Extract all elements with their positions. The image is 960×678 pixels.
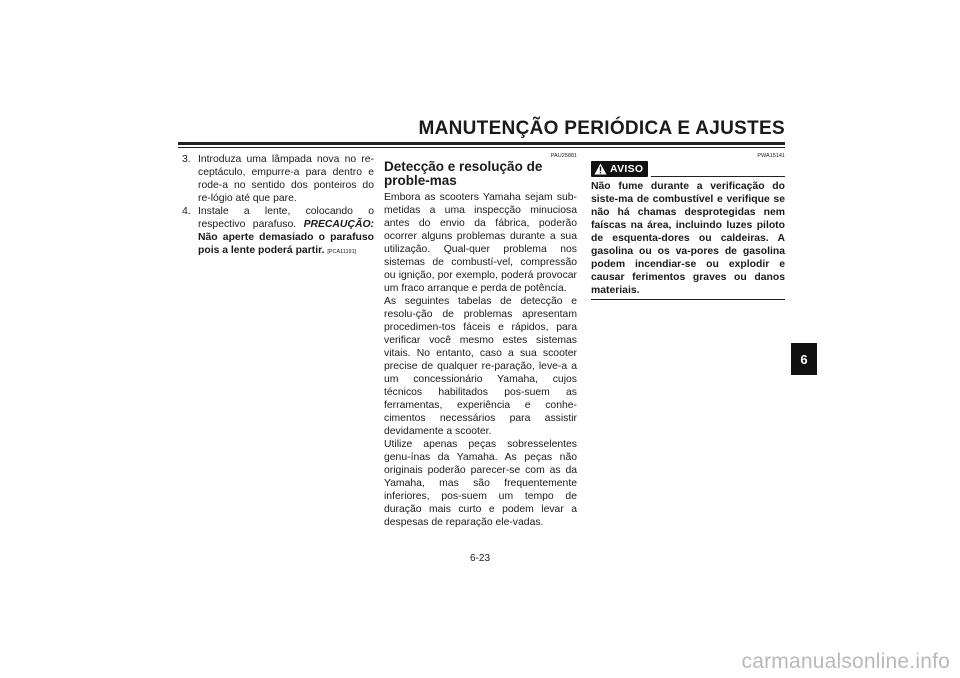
warning-code: PWA15141 [757, 153, 785, 159]
warning-triangle-icon [594, 163, 607, 175]
page-number: 6-23 [469, 553, 490, 564]
step-number: 4. [182, 206, 191, 217]
warning-rule [651, 176, 785, 177]
steps-list [178, 153, 374, 259]
paragraph: Utilize apenas peças sobresselentes genu-ínas da Yamaha. As peças não originais poderão parecer-se com as da Yamaha, mas são frequentemente inferiores, pos-suem um tempo de duração mais curto e podem levar a despesas de reparação ele-vadas. [384, 439, 577, 528]
chapter-tab: 6 [791, 343, 817, 375]
step-text: Instale a lente, colocando o respectivo parafuso. [198, 206, 374, 230]
section-code: PAU25881 [550, 153, 577, 159]
warning-header [591, 161, 785, 177]
header-rule [178, 142, 785, 148]
section-heading: Detecção e resolução de proble-mas [384, 159, 543, 188]
left-column [178, 153, 374, 259]
paragraph: Embora as scooters Yamaha sejam sub-metidas a uma inspecção minuciosa antes do envio da fábrica, poderão ocorrer alguns problemas durante a sua utilização. Qual-quer problema nos sistemas de combustí-vel, compressão ou ignição, por exemplo, poderá provocar um fraco arranque e perda de potência. [384, 192, 577, 294]
warning-badge [591, 161, 648, 177]
warning-end-rule [591, 299, 785, 300]
right-column [591, 153, 785, 300]
page-title: MANUTENÇÃO PERIÓDICA E AJUSTES [418, 118, 785, 139]
reference-code: [PCA11191] [327, 249, 357, 255]
caution-label: PRECAUÇÃO: [303, 219, 374, 230]
step-text-container [198, 205, 374, 259]
middle-column [384, 153, 577, 529]
step-number: 3. [182, 154, 191, 165]
watermark: carmanualsonline.info [741, 650, 950, 673]
paragraph: As seguintes tabelas de detecção e resolu-ção de problemas apresentam procedimen-tos fáceis e rápidos, para verificar você mesmo estes sistemas vitais. No entanto, caso a sua scooter precise de qualquer re-paração, leve-a a um concessionário Yamaha, cujos técnicos habilitados pos-suem as ferramentas, experiência e conhe-cimentos necessários para assistir devidamente a scooter. [384, 296, 577, 437]
warning-text: Não fume durante a verificação do siste-ma de combustível e verifique se não há chamas desprotegidas nem faíscas na área, incluindo luzes piloto de esquenta-dores ou caldeiras. A gasolina ou os va-pores de gasolina podem incendiar-se ou explodir e causar ferimentos graves ou danos materiais. [591, 181, 785, 296]
step-3 [178, 153, 374, 205]
warning-label: AVISO [610, 162, 644, 175]
step-4 [178, 205, 374, 259]
caution-text: Não aperte demasiado o parafuso pois a lente poderá partir. [198, 232, 374, 256]
step-text: Introduza uma lâmpada nova no re-ceptáculo, empurre-a para dentro e rode-a no sentido dos ponteiros do re-lógio até que pare. [198, 154, 374, 204]
